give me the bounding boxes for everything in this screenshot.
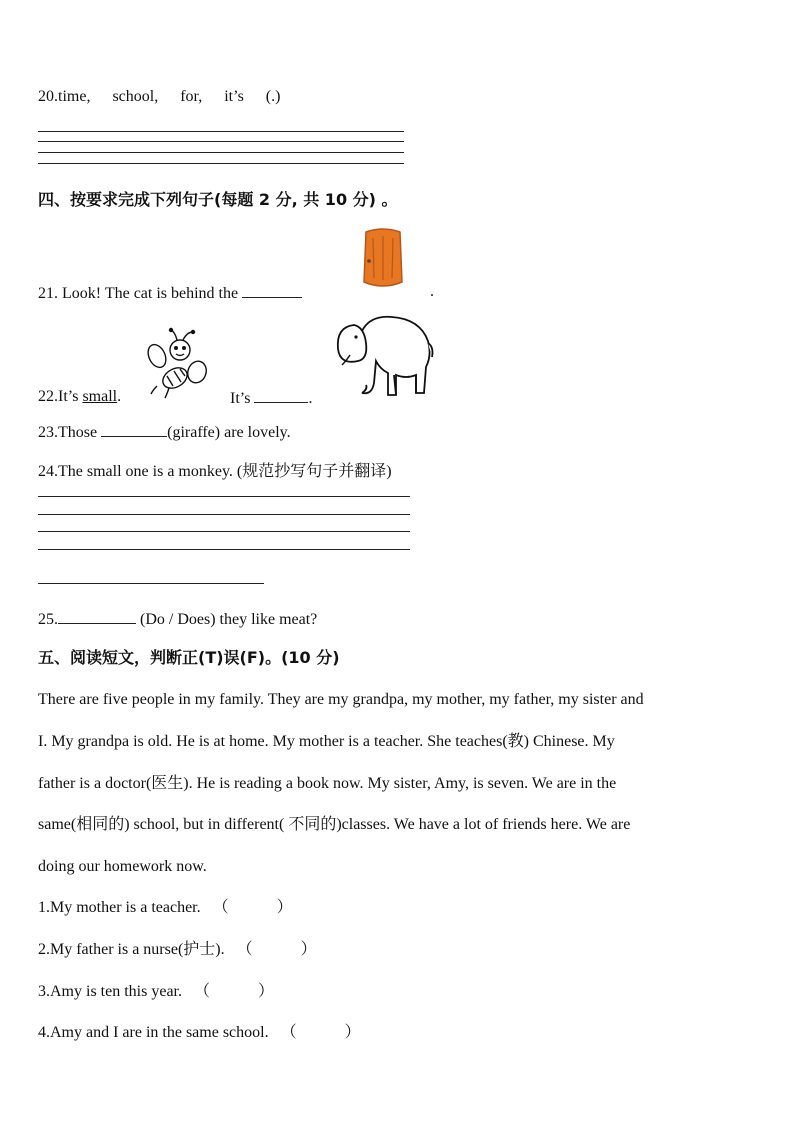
bee-icon (147, 328, 207, 398)
q21-line (38, 282, 302, 304)
q20-word-1: time, (58, 88, 91, 105)
q22-blank[interactable] (254, 387, 308, 403)
q23-before: Those (58, 424, 98, 441)
answer-brackets[interactable]: （ ） (193, 983, 274, 1000)
elephant-icon (332, 313, 436, 401)
q22-line (38, 387, 121, 407)
q25-blank[interactable] (58, 608, 136, 624)
q21-end: . (430, 283, 434, 300)
q20-line (38, 87, 280, 107)
q24-number: 24. (38, 463, 58, 480)
answer-line[interactable] (38, 152, 404, 153)
q20-word-4: it’s (224, 88, 244, 105)
judgement-text: 3.Amy is ten this year. (38, 983, 182, 1000)
q23-blank[interactable] (101, 421, 167, 437)
answer-line[interactable] (38, 131, 404, 132)
judgement-item (38, 982, 274, 1002)
judgement-text: 1.My mother is a teacher. (38, 899, 201, 916)
q23-after: (giraffe) are lovely. (167, 424, 291, 441)
passage-line: There are five people in my family. They are my grandpa, my mother, my father, my sister and (38, 691, 644, 708)
q21-text: Look! The cat is behind the (62, 285, 239, 302)
q22-after: . (117, 388, 122, 405)
door-icon (360, 228, 406, 290)
passage-line: same(相同的) school, but in different( 不同的)classes. We have a lot of friends here. We are (38, 816, 631, 833)
judgement-item (38, 898, 293, 918)
section4-heading: 四、按要求完成下列句子(每题 2 分, 共 10 分) 。 (38, 190, 398, 209)
q20-word-2: school, (112, 88, 159, 105)
judgement-item (38, 1023, 361, 1043)
answer-brackets[interactable]: （ ） (236, 941, 317, 958)
q22-before: It’s (58, 388, 79, 405)
q20-number: 20. (38, 88, 58, 105)
judgement-item (38, 940, 317, 960)
answer-line[interactable] (38, 531, 410, 532)
q23-number: 23. (38, 424, 58, 441)
passage-line: I. My grandpa is old. He is at home. My mother is a teacher. She teaches(教) Chinese. My (38, 733, 615, 750)
answer-line[interactable] (38, 163, 404, 164)
q24-line (38, 462, 392, 482)
q24-text: The small one is a monkey. (规范抄写句子并翻译) (58, 463, 392, 480)
q25-after: (Do / Does) they like meat? (140, 611, 318, 628)
q22-end: . (308, 390, 313, 407)
q25-number: 25. (38, 611, 58, 628)
q22-second (230, 387, 312, 409)
answer-line[interactable] (38, 496, 410, 497)
judgement-text: 2.My father is a nurse(护士). (38, 941, 225, 958)
passage-line: doing our homework now. (38, 858, 207, 875)
q22-word: small (82, 388, 118, 405)
translation-line[interactable] (38, 583, 264, 584)
q21-blank[interactable] (242, 282, 302, 298)
q21-number: 21. (38, 285, 58, 302)
q23-line (38, 421, 291, 443)
q22-number: 22. (38, 388, 58, 405)
q20-word-5: (.) (265, 88, 281, 105)
section5-heading: 五、阅读短文，判断正(T)误(F)。(10 分) (38, 648, 340, 667)
answer-brackets[interactable]: （ ） (280, 1024, 361, 1041)
judgement-text: 4.Amy and I are in the same school. (38, 1024, 269, 1041)
answer-line[interactable] (38, 514, 410, 515)
answer-line[interactable] (38, 141, 404, 142)
answer-brackets[interactable]: （ ） (212, 899, 293, 916)
q25-line (38, 608, 317, 630)
answer-line[interactable] (38, 549, 410, 550)
passage-line: father is a doctor(医生). He is reading a book now. My sister, Amy, is seven. We are in the (38, 775, 617, 792)
q20-word-3: for, (180, 88, 203, 105)
q22-second-text: It’s (230, 390, 251, 407)
